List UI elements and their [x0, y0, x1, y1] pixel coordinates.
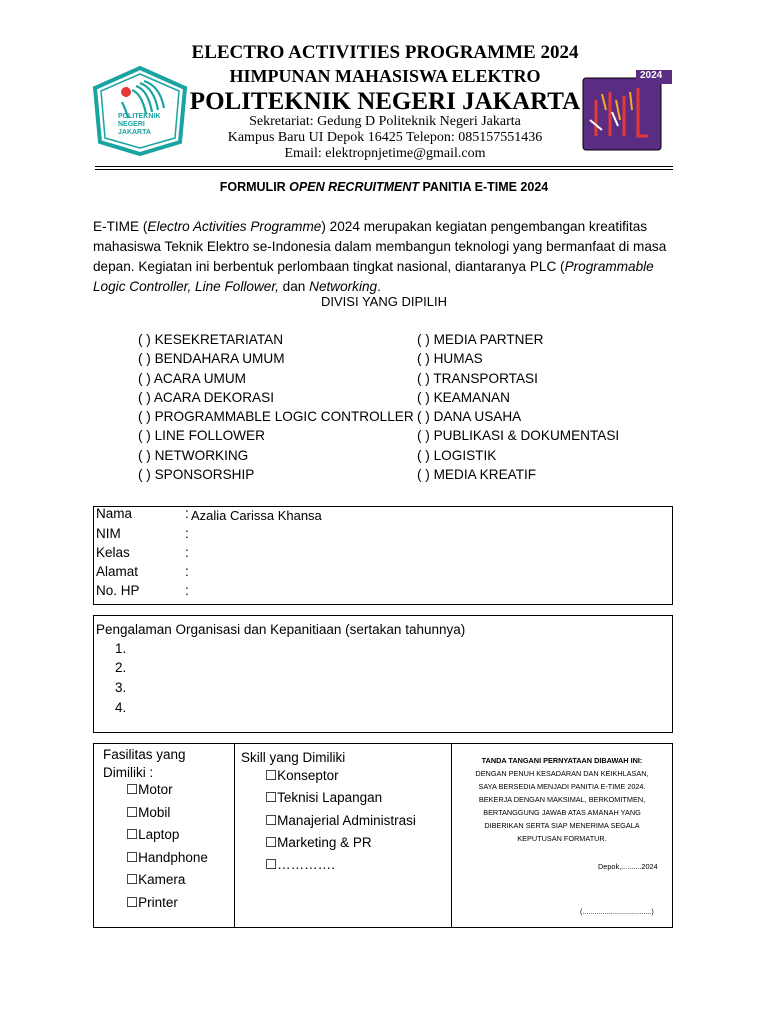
header-line-1: ELECTRO ACTIVITIES PROGRAMME 2024	[191, 42, 579, 63]
pernyataan-line-6: KEPUTUSAN FORMATUR.	[517, 834, 607, 843]
divisi-title: DIVISI YANG DIPILIH	[321, 294, 447, 309]
fasilitas-title-2: Dimiliki :	[103, 765, 154, 780]
fasilitas-mobil-checkbox[interactable]: ☐Mobil	[126, 805, 171, 820]
fasilitas-printer-checkbox[interactable]: ☐Printer	[126, 895, 178, 910]
skill-manajerial-administrasi-checkbox[interactable]: ☐Manajerial Administrasi	[265, 813, 416, 828]
divisi-option-publikasi-dokumentasi[interactable]: ( ) PUBLIKASI & DOKUMENTASI	[417, 428, 620, 443]
skill-konseptor-checkbox[interactable]: ☐Konseptor	[265, 768, 339, 783]
pengalaman-title: Pengalaman Organisasi dan Kepanitiaan (sertakan tahunnya)	[96, 622, 466, 637]
header-line-3: POLITEKNIK NEGERI JAKARTA	[189, 88, 581, 115]
logo-left-text-2: NEGERI	[118, 121, 145, 128]
divisi-option-media-kreatif[interactable]: ( ) MEDIA KREATIF	[417, 467, 537, 482]
pengalaman-item-3[interactable]: 3.	[115, 680, 127, 695]
divisi-option-transportasi[interactable]: ( ) TRANSPORTASI	[417, 371, 538, 386]
divisi-option-sponsorship[interactable]: ( ) SPONSORSHIP	[138, 467, 255, 482]
label-nama: Nama	[96, 506, 133, 521]
intro-text-1: E-TIME (	[93, 219, 148, 234]
divisi-option-keamanan[interactable]: ( ) KEAMANAN	[417, 390, 510, 405]
signature-field[interactable]: (..................................)	[580, 907, 654, 916]
colon-nim: :	[185, 526, 189, 541]
label-kelas: Kelas	[96, 545, 130, 560]
intro-italic-3: Networking	[309, 279, 378, 294]
pernyataan-line-2: SAYA BERSEDIA MENJADI PANITIA E-TIME 2024.	[478, 782, 646, 791]
intro-italic-1: Electro Activities Programme	[147, 219, 322, 234]
divisi-option-bendahara-umum[interactable]: ( ) BENDAHARA UMUM	[138, 351, 285, 366]
label-nim: NIM	[96, 526, 121, 541]
header-line-2: HIMPUNAN MAHASISWA ELEKTRO	[229, 66, 541, 86]
header-address-2: Kampus Baru UI Depok 16425 Telepon: 085157551436	[227, 130, 543, 145]
logo-left-text-1: POLITEKNIK	[118, 113, 161, 120]
skill-other-checkbox[interactable]: ☐………….	[265, 857, 335, 872]
field-nama-value[interactable]: Azalia Carissa Khansa	[191, 508, 322, 523]
divisi-option-plc[interactable]: ( ) PROGRAMMABLE LOGIC CONTROLLER	[138, 409, 414, 424]
form-title-italic: OPEN RECRUITMENT	[289, 180, 420, 194]
fasilitas-laptop-checkbox[interactable]: ☐Laptop	[126, 827, 180, 842]
header-address-1: Sekretariat: Gedung D Politeknik Negeri Jakarta	[249, 114, 521, 129]
pengalaman-item-1[interactable]: 1.	[115, 641, 127, 656]
intro-text-4: .	[377, 279, 381, 294]
form-title	[95, 180, 673, 194]
divisi-option-networking[interactable]: ( ) NETWORKING	[138, 448, 249, 463]
colon-nama: :	[185, 506, 189, 521]
header-rule-top	[95, 166, 673, 167]
pernyataan-date[interactable]: Depok,..........2024	[598, 862, 658, 871]
form-title-suffix: PANITIA E-TIME 2024	[419, 180, 549, 194]
logo-left-text-3: JAKARTA	[118, 129, 151, 136]
skill-teknisi-lapangan-checkbox[interactable]: ☐Teknisi Lapangan	[265, 790, 383, 805]
divisi-option-media-partner[interactable]: ( ) MEDIA PARTNER	[417, 332, 544, 347]
skill-title: Skill yang Dimiliki	[241, 750, 346, 765]
divisi-option-acara-umum[interactable]: ( ) ACARA UMUM	[138, 371, 246, 386]
pernyataan-line-1: DENGAN PENUH KESADARAN DAN KEIKHLASAN,	[475, 769, 649, 778]
fasilitas-motor-checkbox[interactable]: ☐Motor	[126, 782, 173, 797]
header-email: Email: elektropnjetime@gmail.com	[284, 146, 486, 161]
header-rule-bottom	[95, 169, 673, 170]
pernyataan-line-4: BERTANGGUNG JAWAB ATAS AMANAH YANG	[483, 808, 641, 817]
fasilitas-title-1: Fasilitas yang	[103, 747, 186, 762]
pengalaman-item-2[interactable]: 2.	[115, 660, 127, 675]
pernyataan-title: TANDA TANGANI PERNYATAAN DIBAWAH INI:	[481, 756, 643, 765]
logo-right-year: 2024	[640, 70, 663, 81]
divisi-option-dana-usaha[interactable]: ( ) DANA USAHA	[417, 409, 522, 424]
fasilitas-handphone-checkbox[interactable]: ☐Handphone	[126, 850, 208, 865]
intro-text-2: ) 2024 merupakan kegiatan pengembangan kreatifitas mahasiswa Teknik Elektro se-Indonesia dalam membangun teknologi yang bermanfaat di masa depan. Kegiatan ini berbentuk perlombaan tingkat nasional, diantaranya PLC (	[93, 219, 667, 274]
pernyataan-line-5: DIBERIKAN SERTA SIAP MENERIMA SEGALA	[484, 821, 640, 830]
pengalaman-item-4[interactable]: 4.	[115, 700, 127, 715]
divisi-option-humas[interactable]: ( ) HUMAS	[417, 351, 483, 366]
colon-kelas: :	[185, 545, 189, 560]
fasilitas-kamera-checkbox[interactable]: ☐Kamera	[126, 872, 186, 887]
intro-italic-2: Programmable Logic Controller, Line Follower,	[93, 259, 654, 294]
divisi-option-line-follower[interactable]: ( ) LINE FOLLOWER	[138, 428, 265, 443]
intro-text-3: dan	[278, 279, 310, 294]
pernyataan-line-3: BEKERJA DENGAN MAKSIMAL, BERKOMITMEN,	[478, 795, 646, 804]
label-no-hp: No. HP	[96, 583, 140, 598]
divisi-option-acara-dekorasi[interactable]: ( ) ACARA DEKORASI	[138, 390, 274, 405]
divisi-option-logistik[interactable]: ( ) LOGISTIK	[417, 448, 497, 463]
colon-alamat: :	[185, 564, 189, 579]
colon-no-hp: :	[185, 583, 189, 598]
label-alamat: Alamat	[96, 564, 139, 579]
intro-paragraph	[93, 217, 681, 297]
biodata-box	[93, 506, 673, 605]
divisi-option-kesekretariatan[interactable]: ( ) KESEKRETARIATAN	[138, 332, 284, 347]
form-title-prefix: FORMULIR	[219, 180, 290, 194]
skill-marketing-pr-checkbox[interactable]: ☐Marketing & PR	[265, 835, 372, 850]
